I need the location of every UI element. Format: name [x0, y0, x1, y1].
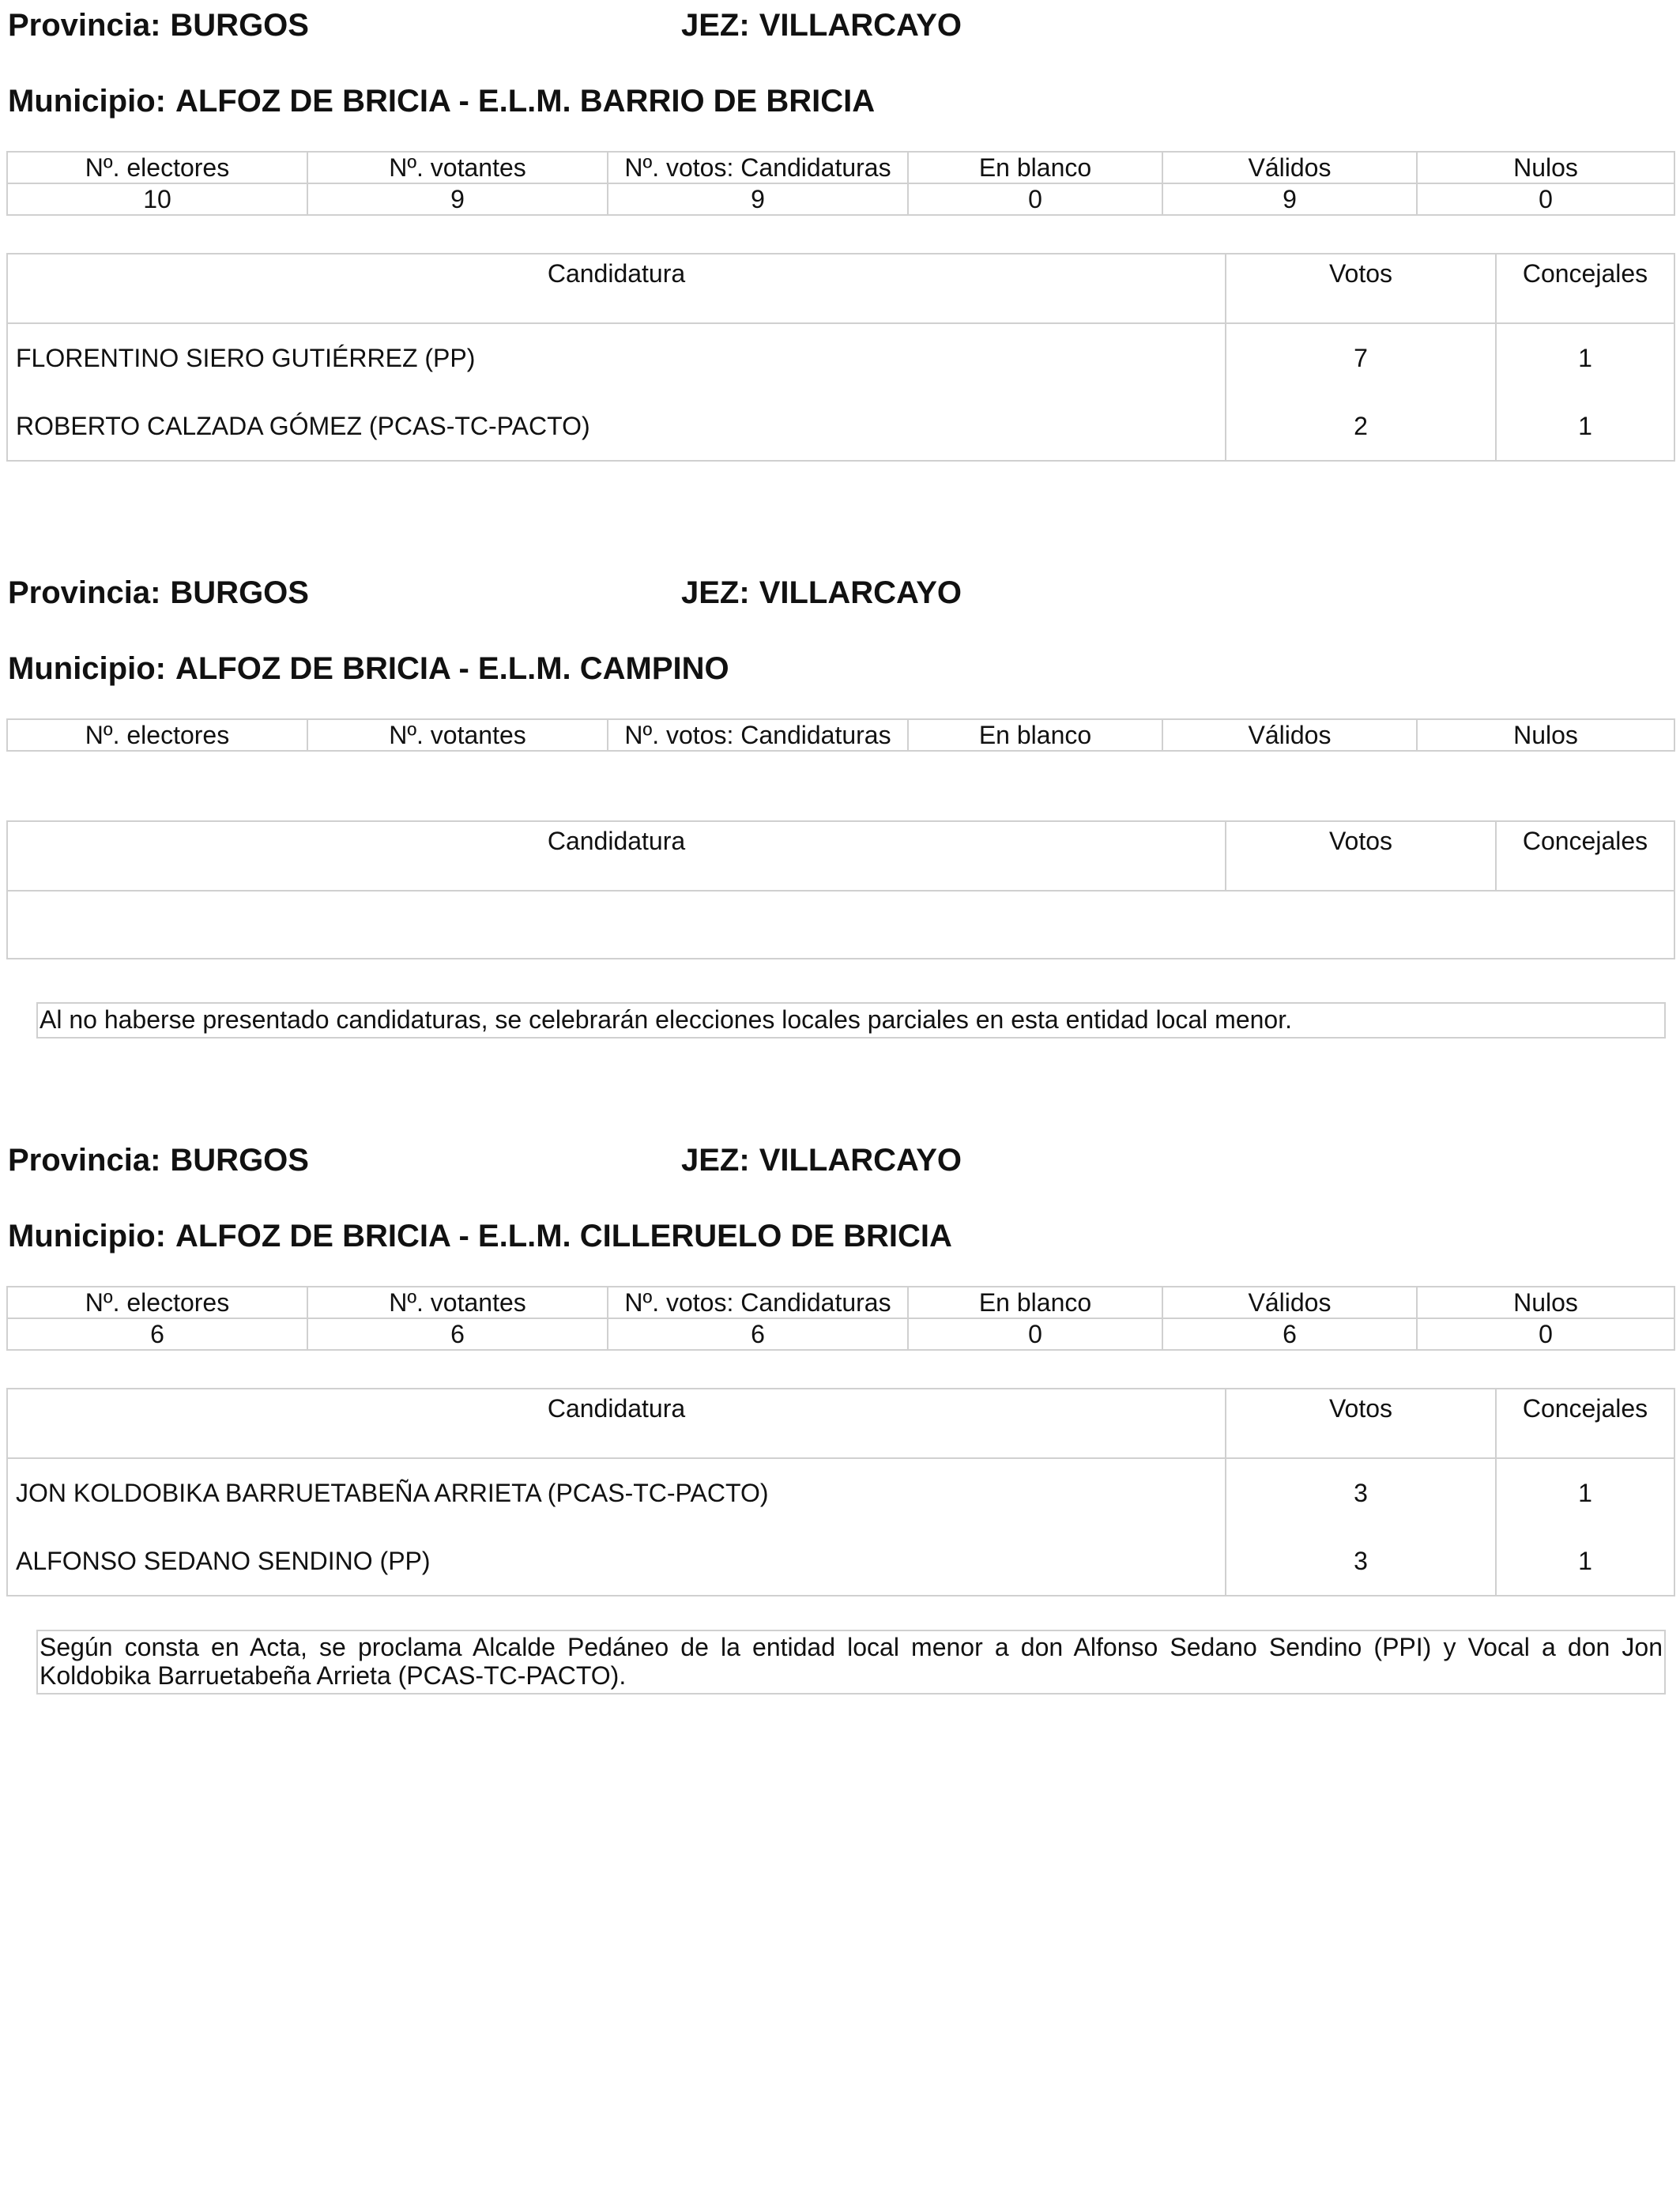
candidate-name: ROBERTO CALZADA GÓMEZ (PCAS-TC-PACTO) — [7, 392, 1226, 461]
concejales-header: Concejales — [1496, 1389, 1674, 1458]
stats-header-cell: Nº. electores — [7, 719, 307, 751]
candidate-name: JON KOLDOBIKA BARRUETABEÑA ARRIETA (PCAS-TC-PACTO) — [7, 1458, 1226, 1527]
stats-header-cell: Válidos — [1162, 1287, 1417, 1318]
candidate-votos: 3 — [1226, 1527, 1496, 1596]
provincia-label: Provincia: — [8, 575, 161, 610]
jez-value: VILLARCAYO — [759, 8, 962, 43]
candidate-row — [7, 1527, 1674, 1596]
candidate-concejales: 1 — [1496, 392, 1674, 461]
stats-value-row — [7, 1318, 1674, 1350]
stats-header-cell: Válidos — [1162, 152, 1417, 183]
jez-line — [681, 1141, 962, 1179]
candidate-votos: 3 — [1226, 1458, 1496, 1527]
stats-header-cell: En blanco — [908, 719, 1162, 751]
municipio-label: Municipio: — [8, 84, 166, 119]
provincia-value: BURGOS — [170, 575, 309, 610]
stats-header-cell: Nº. votos: Candidaturas — [608, 1287, 908, 1318]
candidate-votos: 7 — [1226, 323, 1496, 392]
empty-candidate-cell — [7, 891, 1674, 959]
stats-header-cell: Nº. electores — [7, 1287, 307, 1318]
provincia-label: Provincia: — [8, 1143, 161, 1178]
stats-value-cell: 0 — [1417, 1318, 1674, 1350]
provincia-value: BURGOS — [170, 1143, 309, 1178]
stats-table — [6, 718, 1675, 752]
note-box: Según consta en Acta, se proclama Alcalde Pedáneo de la entidad local menor a don Alfonso Sedano Sendino (PPI) y Vocal a don Jon Koldobika Barruetabeña Arrieta (PCAS-TC-PACTO). — [36, 1630, 1666, 1695]
jez-line — [681, 6, 962, 44]
municipio-label: Municipio: — [8, 1219, 166, 1253]
candidates-header-row — [7, 821, 1674, 891]
stats-value-cell: 10 — [7, 183, 307, 215]
stats-header-cell: Nulos — [1417, 1287, 1674, 1318]
jez-value: VILLARCAYO — [759, 575, 962, 610]
stats-header-cell: Nº. votantes — [307, 152, 608, 183]
jez-label: JEZ: — [681, 575, 750, 610]
provincia-value: BURGOS — [170, 8, 309, 43]
stats-value-cell: 9 — [307, 183, 608, 215]
municipio-line — [8, 82, 875, 120]
candidate-row — [7, 1458, 1674, 1527]
stats-value-cell: 9 — [608, 183, 908, 215]
stats-table — [6, 151, 1675, 216]
candidate-concejales: 1 — [1496, 323, 1674, 392]
stats-header-cell: Nº. votos: Candidaturas — [608, 152, 908, 183]
jez-value: VILLARCAYO — [759, 1143, 962, 1178]
municipio-value: ALFOZ DE BRICIA - E.L.M. CILLERUELO DE BRICIA — [175, 1219, 952, 1253]
candidate-concejales: 1 — [1496, 1458, 1674, 1527]
stats-table — [6, 1286, 1675, 1351]
stats-value-row — [7, 183, 1674, 215]
stats-header-cell: Nulos — [1417, 152, 1674, 183]
provincia-line — [8, 6, 309, 44]
stats-value-cell: 6 — [307, 1318, 608, 1350]
stats-header-cell: En blanco — [908, 152, 1162, 183]
municipio-line — [8, 1217, 952, 1255]
concejales-header: Concejales — [1496, 254, 1674, 323]
concejales-header: Concejales — [1496, 821, 1674, 891]
stats-header-cell: Nº. votantes — [307, 1287, 608, 1318]
candidatura-header: Candidatura — [7, 1389, 1226, 1458]
candidatura-header: Candidatura — [7, 254, 1226, 323]
candidates-table — [6, 820, 1675, 959]
stats-header-cell: Nº. votantes — [307, 719, 608, 751]
municipio-label: Municipio: — [8, 651, 166, 686]
candidate-row — [7, 323, 1674, 392]
stats-header-row — [7, 1287, 1674, 1318]
stats-value-cell: 6 — [608, 1318, 908, 1350]
votos-header: Votos — [1226, 1389, 1496, 1458]
stats-header-cell: En blanco — [908, 1287, 1162, 1318]
votos-header: Votos — [1226, 254, 1496, 323]
note-box: Al no haberse presentado candidaturas, se celebrarán elecciones locales parciales en esta entidad local menor. — [36, 1002, 1666, 1039]
provincia-label: Provincia: — [8, 8, 161, 43]
candidate-concejales: 1 — [1496, 1527, 1674, 1596]
stats-header-row — [7, 152, 1674, 183]
jez-line — [681, 574, 962, 612]
stats-value-cell: 9 — [1162, 183, 1417, 215]
stats-header-cell: Nº. votos: Candidaturas — [608, 719, 908, 751]
stats-header-cell: Nº. electores — [7, 152, 307, 183]
stats-value-cell: 6 — [1162, 1318, 1417, 1350]
municipio-value: ALFOZ DE BRICIA - E.L.M. BARRIO DE BRICIA — [175, 84, 876, 119]
candidates-table — [6, 253, 1675, 462]
candidates-header-row — [7, 254, 1674, 323]
municipio-value: ALFOZ DE BRICIA - E.L.M. CAMPINO — [175, 651, 729, 686]
provincia-line — [8, 574, 309, 612]
empty-candidate-row — [7, 891, 1674, 959]
jez-label: JEZ: — [681, 8, 750, 43]
stats-header-cell: Nulos — [1417, 719, 1674, 751]
stats-header-cell: Válidos — [1162, 719, 1417, 751]
candidate-row — [7, 392, 1674, 461]
stats-value-cell: 0 — [908, 1318, 1162, 1350]
stats-value-cell: 0 — [1417, 183, 1674, 215]
stats-value-cell: 0 — [908, 183, 1162, 215]
provincia-line — [8, 1141, 309, 1179]
candidate-name: FLORENTINO SIERO GUTIÉRREZ (PP) — [7, 323, 1226, 392]
candidate-votos: 2 — [1226, 392, 1496, 461]
jez-label: JEZ: — [681, 1143, 750, 1178]
candidates-table — [6, 1388, 1675, 1596]
candidate-name: ALFONSO SEDANO SENDINO (PP) — [7, 1527, 1226, 1596]
stats-value-cell: 6 — [7, 1318, 307, 1350]
votos-header: Votos — [1226, 821, 1496, 891]
candidates-header-row — [7, 1389, 1674, 1458]
stats-header-row — [7, 719, 1674, 751]
candidatura-header: Candidatura — [7, 821, 1226, 891]
municipio-line — [8, 650, 729, 688]
